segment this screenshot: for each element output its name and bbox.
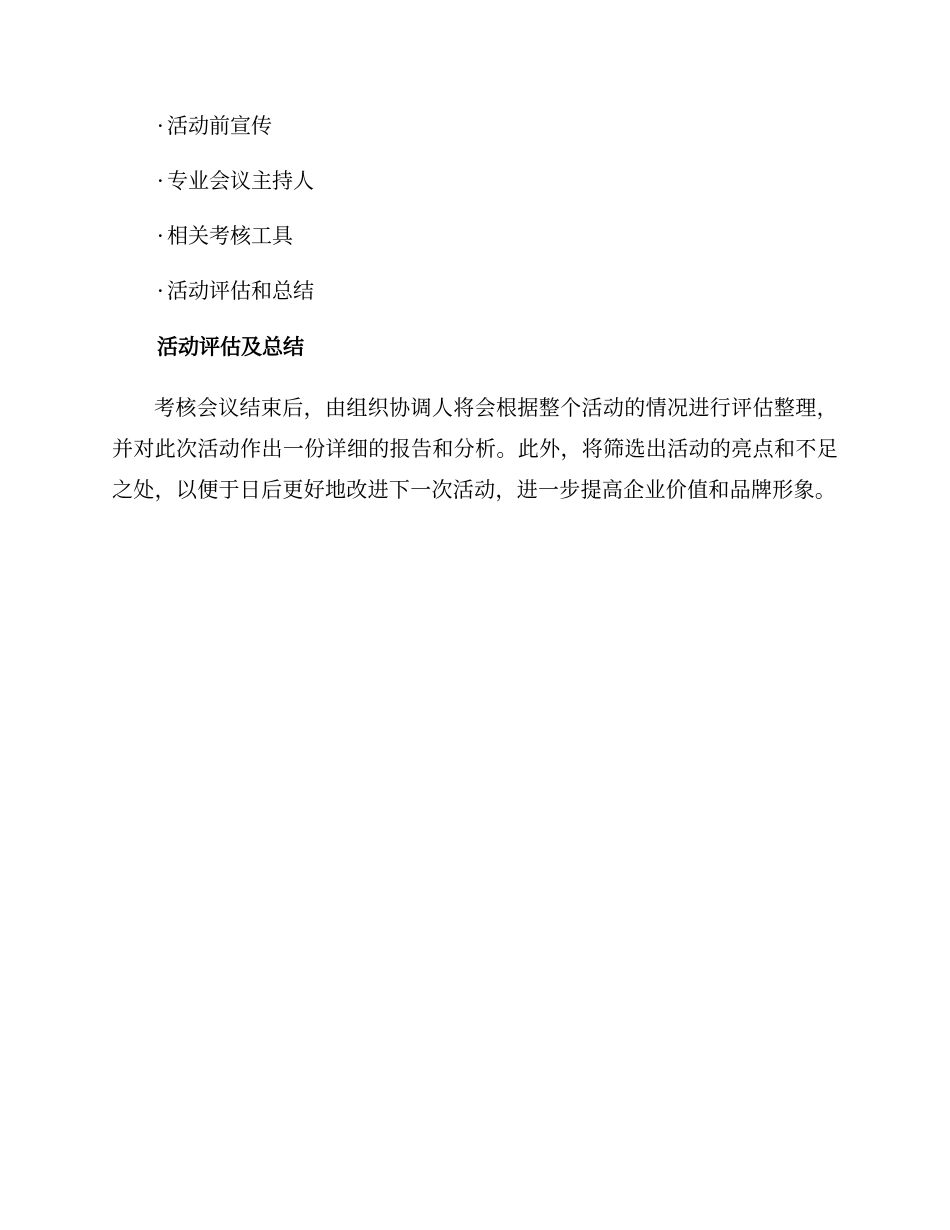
- bullet-text: 专业会议主持人: [167, 169, 314, 193]
- bullet-item: [157, 113, 838, 139]
- bullet-marker: ·: [157, 169, 164, 193]
- bullet-marker: ·: [157, 114, 164, 138]
- section-paragraph: 考核会议结束后，由组织协调人将会根据整个活动的情况进行评估整理，并对此次活动作出一份详细的报告和分析。此外，将筛选出活动的亮点和不足之处，以便于日后更好地改进下一次活动，进一步提高企业价值和品牌形象。: [112, 396, 838, 502]
- bullet-text: 相关考核工具: [167, 224, 293, 248]
- section-heading: 活动评估及总结: [157, 335, 304, 359]
- bullet-marker: ·: [157, 224, 164, 248]
- bullet-list: [112, 113, 838, 304]
- bullet-item: [157, 223, 838, 249]
- bullet-marker: ·: [157, 279, 164, 303]
- bullet-item: [157, 168, 838, 194]
- bullet-item: [157, 278, 838, 304]
- bullet-text: 活动前宣传: [167, 114, 272, 138]
- bullet-text: 活动评估和总结: [167, 279, 314, 303]
